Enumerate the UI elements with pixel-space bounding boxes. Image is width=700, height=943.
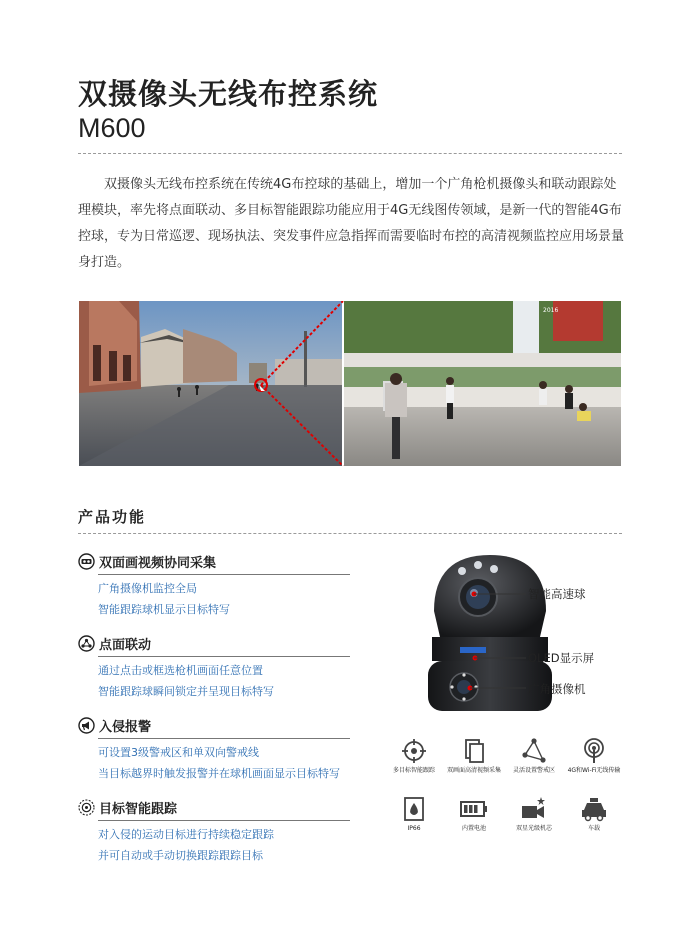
feature-point: 并可自动或手动切换跟踪跟踪目标 (98, 849, 263, 862)
spec-label: 4G和Wi-Fi无线传输 (567, 767, 621, 774)
callout-speed-dome: 智能高速球 (528, 587, 586, 601)
water-drop-icon (401, 796, 427, 822)
spec-label: 车载 (587, 825, 600, 832)
starlight-camera-icon (520, 796, 548, 822)
feature-underline (98, 656, 350, 657)
target-icon (401, 738, 427, 764)
page-title: 双摄像头无线布控系统 (78, 77, 379, 111)
feature-title: 目标智能跟踪 (99, 801, 178, 817)
spec-label: 双星光级机芯 (515, 825, 552, 832)
battery-icon (459, 796, 489, 822)
feature-underline (98, 820, 350, 821)
linkage-icon (78, 635, 95, 652)
spec-dual-screen (444, 738, 504, 775)
callout-wide-camera: 广角摄像机 (528, 682, 586, 696)
model-name: M600 (78, 113, 146, 143)
title-divider (78, 153, 622, 154)
spec-label: 双画面高清视频采集 (446, 767, 501, 774)
spec-ip66 (384, 796, 444, 833)
feature-underline (98, 574, 350, 575)
spec-label: 灵活设置警戒区 (512, 767, 555, 774)
feature-point: 当目标越界时触发报警并在球机画面显示目标特写 (98, 767, 340, 780)
spec-battery (444, 796, 504, 833)
feature-point: 智能跟踪球瞬间锁定并呈现目标特写 (98, 685, 274, 698)
spec-icon-grid (384, 738, 624, 838)
spec-target (384, 738, 444, 775)
feature-title: 双面画视频协同采集 (99, 555, 217, 571)
feature-dual-video (78, 551, 358, 620)
spec-vehicle (564, 796, 624, 833)
section-title: 产品功能 (78, 508, 147, 526)
feature-title: 入侵报警 (99, 719, 152, 735)
antenna-icon (581, 738, 607, 764)
megaphone-icon (78, 717, 95, 734)
feature-title: 点面联动 (99, 637, 152, 653)
spec-label: IP66 (407, 825, 421, 832)
feature-point: 智能跟踪球机显示目标特写 (98, 603, 230, 616)
callout-oled-screen: OLED显示屏 (528, 651, 595, 665)
feature-intrusion-alarm (78, 715, 358, 784)
section-divider (78, 533, 622, 534)
spec-alert-zone (504, 738, 564, 775)
feature-point: 可设置3级警戒区和单双向警戒线 (98, 746, 259, 759)
feature-smart-tracking (78, 797, 358, 866)
spec-label: 内置电池 (461, 825, 486, 832)
feature-point: 广角摄像机监控全局 (98, 582, 197, 595)
scene-photos (79, 301, 621, 466)
spec-label: 多目标智能跟踪 (392, 767, 435, 774)
wide-angle-photo (79, 301, 345, 466)
feature-point: 通过点击或框选枪机画面任意位置 (98, 664, 263, 677)
spec-wireless (564, 738, 624, 775)
feature-point: 对入侵的运动目标进行持续稳定跟踪 (98, 828, 274, 841)
callout-lines (470, 590, 530, 700)
car-icon (580, 796, 608, 822)
video-timestamp: 2016 (543, 307, 559, 314)
dual-camera-icon (78, 553, 95, 570)
tracking-target-icon (78, 799, 95, 816)
nodes-icon (521, 738, 547, 764)
feature-underline (98, 738, 350, 739)
dual-screen-icon (461, 738, 487, 764)
spec-starlight (504, 796, 564, 833)
tracking-closeup-photo (343, 301, 621, 466)
feature-point-linkage (78, 633, 358, 702)
intro-paragraph: 双摄像头无线布控系统在传统4G布控球的基础上，增加一个广角枪机摄像头和联动跟踪处理模块，率先将点面联动、多目标智能跟踪功能应用于4G无线图传领域，是新一代的智能4G布控球，专为日常巡逻、现场执法、突发事件应急指挥而需要临时布控的高清视频监控应用场景量身打造。 (78, 177, 625, 270)
